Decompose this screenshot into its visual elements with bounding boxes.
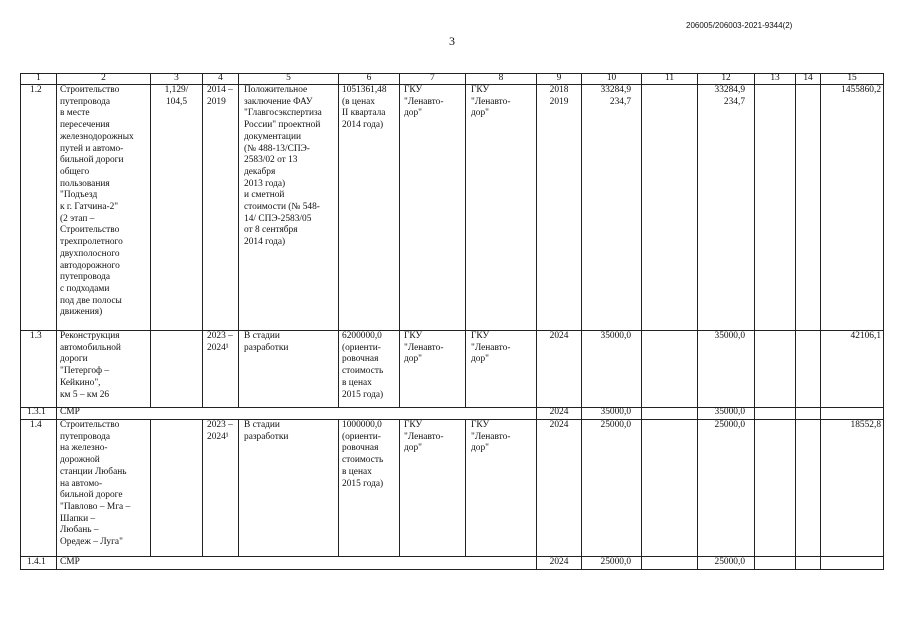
- row-number: 1.2: [30, 85, 42, 95]
- col-num-13: 13: [770, 73, 780, 83]
- vline-after-col4-a: [238, 73, 239, 407]
- col-num-4: 4: [218, 73, 223, 83]
- vline-after-col6-b: [399, 419, 400, 556]
- total-amount: 35000,0: [600, 407, 631, 417]
- vline-after-col8: [536, 73, 537, 570]
- vline-after-col3-b: [202, 419, 203, 556]
- developer: ГКУ "Ленавто- дор": [471, 85, 511, 119]
- regional-budget: 35000,0: [714, 331, 745, 341]
- remaining-cost: 42106,1: [850, 331, 881, 341]
- vline-after-col5-b: [338, 419, 339, 556]
- regional-budget: 25000,0: [714, 420, 745, 430]
- object-name: СМР: [60, 407, 80, 417]
- expertise-info: Положительное заключение ФАУ "Главгосэкспертиза России" проектной документации (№ 488-13/СПЭ- 2583/02 от 13 декабря 2013 года) и сметной стоимости (№ 548- 14/ СПЭ-2583/05 от 8 сентября 2014 года): [244, 85, 322, 248]
- row-number: 1.4.1: [27, 557, 46, 567]
- object-name: СМР: [60, 557, 80, 567]
- period: 2023 – 2024¹: [207, 331, 233, 353]
- col-num-8: 8: [498, 73, 504, 83]
- total-amount: 25000,0: [600, 420, 631, 430]
- object-name: Строительство путепровода на железно- дорожной станции Любань на автомо- бильной дороге "Павлово – Мга – Шапки – Любань – Оредеж – Луга": [60, 420, 131, 548]
- col-num-6: 6: [366, 73, 372, 83]
- remaining-cost: 18552,8: [850, 420, 881, 430]
- col-num-2: 2: [101, 73, 106, 83]
- customer: ГКУ "Ленавто- дор": [404, 85, 444, 119]
- col-num-14: 14: [803, 73, 813, 83]
- vline-right: [883, 73, 884, 570]
- vline-after-col1: [56, 73, 57, 570]
- vline-after-col11: [697, 73, 698, 570]
- remaining-cost: 1455860,2: [841, 85, 881, 95]
- expertise-info: В стадии разработки: [244, 331, 289, 353]
- customer: ГКУ "Ленавто- дор": [404, 420, 444, 454]
- row-number: 1.4: [30, 420, 42, 430]
- col-num-12: 12: [721, 73, 731, 83]
- vline-after-col7-a: [465, 73, 466, 407]
- estimated-cost: 1000000,0 (ориенти- ровочная стоимость в ценах 2015 года): [342, 420, 384, 489]
- customer: ГКУ "Ленавто- дор": [404, 331, 444, 365]
- vline-after-col12: [754, 73, 755, 570]
- object-name: Реконструкция автомобильной дороги "Петергоф – Кейкино", км 5 – км 26: [60, 331, 121, 400]
- total-amount: 35000,0: [600, 331, 631, 341]
- total-amount: 25000,0: [600, 557, 631, 567]
- document-id: 206005/206003-2021-9344(2): [686, 21, 793, 30]
- col-num-11: 11: [664, 73, 675, 83]
- vline-after-col13: [795, 73, 796, 570]
- regional-budget: 25000,0: [714, 557, 745, 567]
- period: 2014 – 2019: [207, 85, 233, 107]
- col-num-5: 5: [286, 73, 291, 83]
- vline-after-col5-a: [338, 73, 339, 407]
- vline-after-col7-b: [465, 419, 466, 556]
- regional-budget: 33284,9 234,7: [714, 85, 745, 107]
- capacity: 1,129/ 104,5: [164, 85, 189, 107]
- vline-after-col2-b: [150, 419, 151, 556]
- estimated-cost: 1051361,48 (в ценах II квартала 2014 года): [342, 85, 387, 131]
- estimated-cost: 6200000,0 (ориенти- ровочная стоимость в ценах 2015 года): [342, 331, 384, 400]
- col-num-3: 3: [174, 73, 179, 83]
- vline-after-col14: [820, 73, 821, 570]
- year: 2024: [549, 557, 569, 567]
- page-number: 3: [449, 34, 455, 48]
- vline-left: [20, 73, 21, 570]
- year: 2024: [549, 420, 569, 430]
- year: 2024: [549, 407, 569, 417]
- total-amount: 33284,9 234,7: [600, 85, 631, 107]
- col-num-1: 1: [36, 73, 41, 83]
- col-num-10: 10: [606, 73, 617, 83]
- period: 2023 – 2024¹: [207, 420, 233, 442]
- col-num-15: 15: [847, 73, 857, 83]
- vline-after-col2-a: [150, 73, 151, 407]
- vline-after-col10: [641, 73, 642, 570]
- row-number: 1.3: [30, 331, 42, 341]
- developer: ГКУ "Ленавто- дор": [471, 331, 511, 365]
- col-num-9: 9: [556, 73, 562, 83]
- expertise-info: В стадии разработки: [244, 420, 289, 442]
- vline-after-col4-b: [238, 419, 239, 556]
- object-name: Строительство путепровода в месте пересечения железнодорожных путей и автомо- бильной дороги общего пользования "Подъезд к г. Гатчина-2" (2 этап – Строительство трехпролетного двухполосного автодорожного путепровода с подходами под две полосы движения): [60, 85, 134, 318]
- col-num-7: 7: [430, 73, 435, 83]
- row-number: 1.3.1: [27, 407, 46, 417]
- vline-after-col9: [581, 73, 582, 570]
- developer: ГКУ "Ленавто- дор": [471, 420, 511, 454]
- regional-budget: 35000,0: [714, 407, 745, 417]
- vline-after-col3-a: [202, 73, 203, 407]
- vline-after-col6-a: [399, 73, 400, 407]
- year: 2024: [549, 331, 569, 341]
- year: 2018 2019: [549, 85, 569, 107]
